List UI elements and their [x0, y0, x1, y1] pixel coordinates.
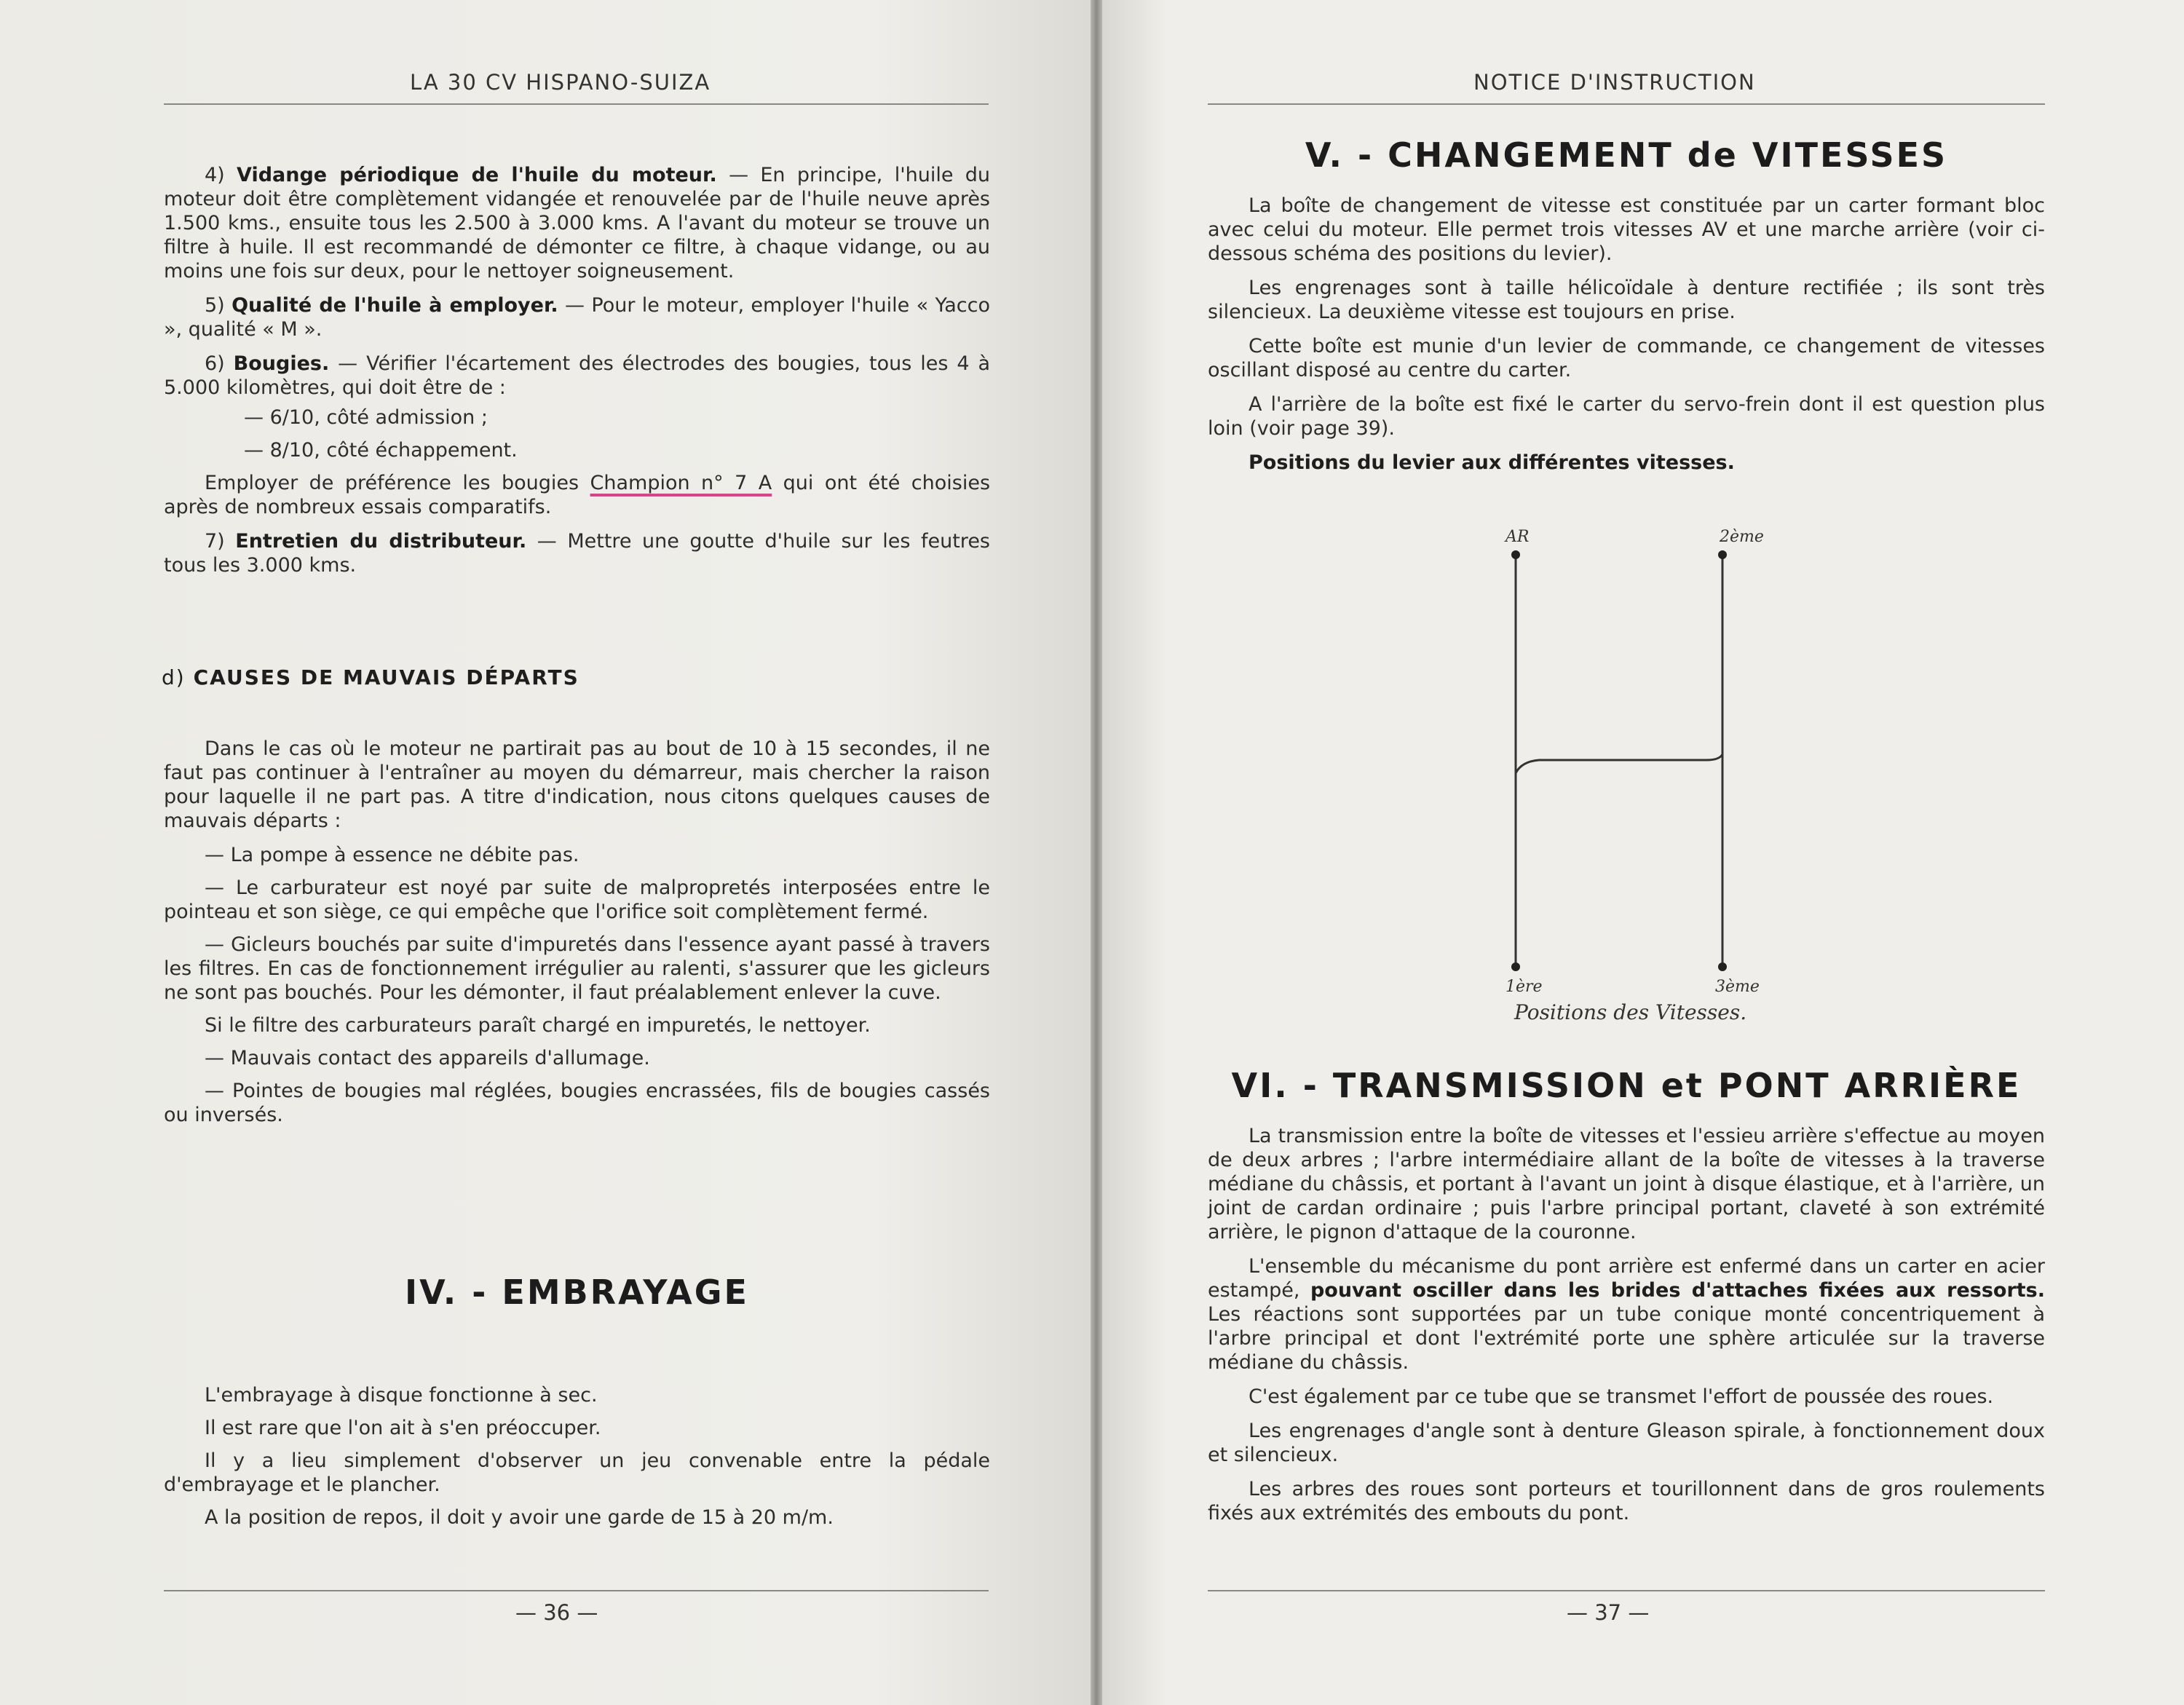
cause-item: — La pompe à essence ne débite pas.	[205, 844, 579, 866]
causes-intro: Dans le cas où le moteur ne partirait pas au bout de 10 à 15 secondes, il ne faut pas continuer à l'entraîner au moyen du démarreur, mais chercher la raison pour laquelle il ne part pas. A titre d'indication, nous citons quelques causes de mauvais départs :	[164, 737, 990, 832]
clutch-paragraph: A la position de repos, il doit y avoir une garde de 15 à 20 m/m.	[205, 1506, 834, 1529]
highlighted-plug-model: Champion n° 7 A	[590, 472, 772, 494]
cause-item: — Le carburateur est noyé par suite de malpropretés interposées entre le pointeau et son siège, ce qui empêche que l'orifice soit complètement fermé.	[164, 877, 990, 923]
third-position-dot	[1718, 962, 1727, 971]
gear-positions-diagram	[1481, 517, 1859, 1041]
footer-rule-left	[164, 1590, 989, 1591]
cause-item: — Pointes de bougies mal réglées, bougies encrassées, fils de bougies cassés ou inversés.	[164, 1080, 990, 1126]
gap-admission: — 6/10, côté admission ;	[244, 406, 488, 429]
section-title-transmission: VI. - TRANSMISSION et PONT ARRIÈRE	[1231, 1066, 2022, 1105]
diagram-caption: Positions des Vitesses.	[1514, 1000, 1747, 1024]
emphasized-text: pouvant osciller dans les brides d'attaches fixées aux ressorts.	[1310, 1279, 2045, 1302]
clutch-paragraph: Il est rare que l'on ait à s'en préoccuper.	[205, 1417, 601, 1439]
paragraph-title: Vidange périodique de l'huile du moteur.	[237, 164, 717, 186]
paragraph-title: Qualité de l'huile à employer.	[232, 294, 558, 317]
paragraph-spark-plugs	[164, 352, 990, 400]
subheading-letter: d)	[162, 665, 194, 689]
paragraph-body: — Pour le moteur, employer l'huile « Yacco », qualité « M ».	[164, 294, 990, 341]
cause-item: — Mauvais contact des appareils d'allumage.	[205, 1047, 650, 1069]
neutral-gate	[1516, 754, 1722, 773]
item-number: 7)	[205, 530, 236, 553]
second-position-dot	[1718, 550, 1727, 559]
causes-list	[164, 737, 990, 1136]
paragraph-oil-quality	[164, 293, 990, 341]
paragraph-title: Bougies.	[233, 352, 330, 375]
maintenance-paragraphs	[164, 163, 990, 588]
item-number: 5)	[205, 294, 232, 317]
right-page	[1102, 0, 2184, 1705]
section-title-clutch: IV. - EMBRAYAGE	[405, 1273, 749, 1312]
text-segment: qui ont été choisies après de nombreux essais comparatifs.	[164, 472, 991, 518]
paragraph-plug-recommendation	[164, 471, 990, 519]
subheading-bad-starts	[162, 665, 579, 689]
text-segment: Employer de préférence les bougies	[205, 472, 590, 494]
transmission-paragraph	[1208, 1254, 2045, 1374]
section-title-gearbox: V. - CHANGEMENT de VITESSES	[1305, 135, 1948, 175]
gearbox-paragraph: A l'arrière de la boîte est fixé le carter du servo-frein dont il est question plus loin (voir page 39).	[1208, 393, 2045, 440]
transmission-paragraph: C'est également par ce tube que se transmet l'effort de poussée des roues.	[1249, 1385, 1994, 1408]
clutch-paragraph: Il y a lieu simplement d'observer un jeu convenable entre la pédale d'embrayage et le plancher.	[164, 1449, 990, 1496]
gearbox-paragraphs	[1208, 194, 2045, 485]
item-number: 6)	[205, 352, 234, 375]
gearbox-paragraph: Les engrenages sont à taille hélicoïdale à denture rectifiée ; ils sont très silencieux. La deuxième vitesse est toujours en prise.	[1208, 277, 2045, 323]
paragraph-body: — Mettre une goutte d'huile sur les feutres tous les 3.000 kms.	[164, 530, 990, 577]
paragraph-distributor	[164, 529, 990, 577]
paragraph-body: — Vérifier l'écartement des électrodes des bougies, tous les 4 à 5.000 kilomètres, qui doit être de :	[164, 352, 990, 399]
header-rule-right	[1208, 103, 2045, 105]
reverse-position-dot	[1511, 550, 1520, 559]
label-reverse: AR	[1506, 528, 1530, 546]
transmission-paragraph: La transmission entre la boîte de vitesses et l'essieu arrière s'effectue au moyen de deux arbres ; l'arbre intermédiaire allant de la boîte de vitesses à la traverse médiane du châssis, et portant à l'avant un joint à disque élastique, et à l'arrière, un joint de cardan ordinaire ; puis l'arbre principal portant, claveté à son extrémité arrière, le pignon d'attaque de la couronne.	[1208, 1125, 2045, 1243]
transmission-paragraph: Les engrenages d'angle sont à denture Gleason spirale, à fonctionnement doux et silencieux.	[1208, 1420, 2045, 1466]
text-segment: Les réactions sont supportées par un tube conique monté concentriquement à l'arbre principal et dont l'extrémité porte une sphère articulée sur la traverse médiane du châssis.	[1208, 1303, 2045, 1374]
paragraph-title: Entretien du distributeur.	[235, 530, 527, 553]
clutch-paragraph: L'embrayage à disque fonctionne à sec.	[205, 1384, 598, 1407]
label-third: 3ème	[1715, 978, 1760, 996]
diagram-heading: Positions du levier aux différentes vitesses.	[1249, 451, 1735, 474]
paragraph-oil-change	[164, 163, 990, 283]
label-second: 2ème	[1720, 528, 1764, 546]
running-head-right: NOTICE D'INSTRUCTION	[1473, 70, 1756, 95]
page-number-right: — 37 —	[1567, 1600, 1650, 1625]
subheading-title: CAUSES DE MAUVAIS DÉPARTS	[193, 665, 579, 689]
transmission-paragraph: Les arbres des roues sont porteurs et tourillonnent dans de gros roulements fixés aux extrémités des embouts du pont.	[1208, 1478, 2045, 1524]
gearbox-paragraph: Cette boîte est munie d'un levier de commande, ce changement de vitesses oscillant disposé au centre du carter.	[1208, 335, 2045, 381]
gap-exhaust: — 8/10, côté échappement.	[244, 439, 518, 462]
running-head-left: LA 30 CV HISPANO-SUIZA	[410, 70, 711, 95]
header-rule-left	[164, 103, 989, 105]
text-segment: L'ensemble du mécanisme du pont arrière est enfermé dans un carter en acier estampé,	[1208, 1255, 2045, 1302]
label-first: 1ère	[1506, 978, 1543, 996]
page-number-left: — 36 —	[515, 1600, 598, 1625]
item-number: 4)	[205, 164, 237, 186]
book-gutter	[1091, 0, 1102, 1705]
paragraph-body: — En principe, l'huile du moteur doit être complètement vidangée et renouvelée par de l'huile neuve après 1.500 kms., ensuite tous les 2.500 à 3.000 kms. A l'avant du moteur se trouve un filtre à huile. Il est recommandé de démonter ce filtre, à chaque vidange, ou au moins une fois sur deux, pour le nettoyer soigneusement.	[164, 164, 991, 282]
footer-rule-right	[1208, 1590, 2045, 1591]
left-page	[0, 0, 1091, 1705]
first-position-dot	[1511, 962, 1520, 971]
cause-item: Si le filtre des carburateurs paraît chargé en impuretés, le nettoyer.	[205, 1014, 871, 1037]
gearbox-paragraph: La boîte de changement de vitesse est constituée par un carter formant bloc avec celui du moteur. Elle permet trois vitesses AV et une marche arrière (voir ci-dessous schéma des positions du levier).	[1208, 194, 2045, 265]
clutch-paragraphs	[164, 1383, 990, 1540]
transmission-paragraphs	[1208, 1124, 2045, 1535]
cause-item: — Gicleurs bouchés par suite d'impuretés dans l'essence ayant passé à travers les filtres. En cas de fonctionnement irrégulier au ralenti, s'assurer que les gicleurs ne sont pas bouchés. Pour les démonter, il faut préalablement enlever la cuve.	[164, 933, 990, 1004]
